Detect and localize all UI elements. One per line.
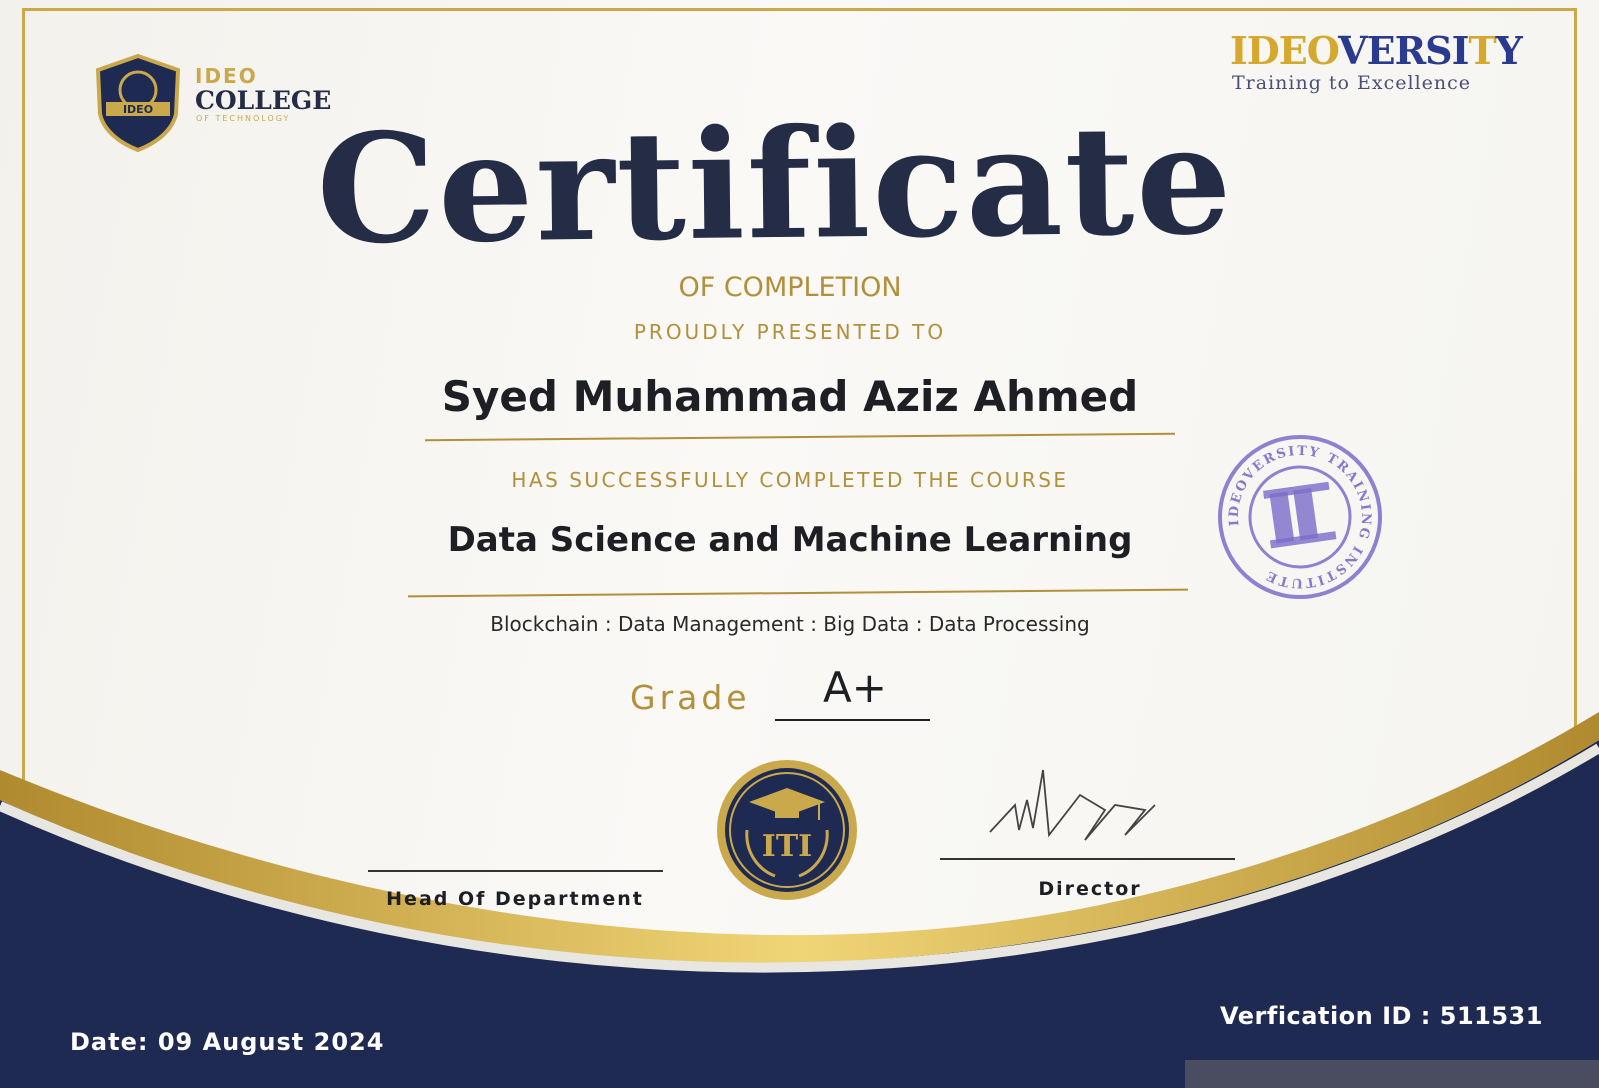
grade-label: Grade [630, 678, 751, 717]
verification-id: Verfication ID : 511531 [1220, 1002, 1543, 1030]
institute-stamp-icon [1204, 421, 1396, 613]
presented-to-label: PROUDLY PRESENTED TO [633, 320, 947, 344]
director-label: Director [1038, 878, 1142, 900]
college-name: COLLEGE [195, 86, 332, 115]
head-of-department-label: Head Of Department [386, 888, 644, 910]
grade-underline [775, 719, 930, 721]
grade-value: A+ [823, 663, 887, 712]
certificate-title: Certificate [315, 92, 1235, 278]
course-name: Data Science and Machine Learning [447, 520, 1133, 560]
college-subtitle: OF TECHNOLOGY [196, 114, 291, 123]
college-shield-icon [88, 52, 188, 152]
completed-label: HAS SUCCESSFULLY COMPLETED THE COURSE [511, 468, 1069, 492]
recipient-name: Syed Muhammad Aziz Ahmed [441, 372, 1139, 421]
brand-logo: IDEOVERSITY [1230, 28, 1522, 73]
hod-signature-line [368, 870, 663, 872]
brand-tagline: Training to Excellence [1232, 72, 1472, 94]
stamp-text: IDEOVERSITY TRAINING INSTITUTE [1226, 443, 1374, 591]
seal-text: ITI [761, 829, 813, 864]
college-badge-text: IDEO [122, 103, 154, 116]
course-topics: Blockchain : Data Management : Big Data : Data Processing [490, 612, 1090, 636]
director-signature-icon [985, 760, 1185, 860]
director-signature-line [940, 858, 1235, 860]
college-name-top: IDEO [195, 64, 258, 88]
certificate-subtitle: OF COMPLETION [678, 272, 902, 303]
issue-date: Date: 09 August 2024 [70, 1028, 385, 1056]
graduation-seal-icon [715, 758, 860, 903]
